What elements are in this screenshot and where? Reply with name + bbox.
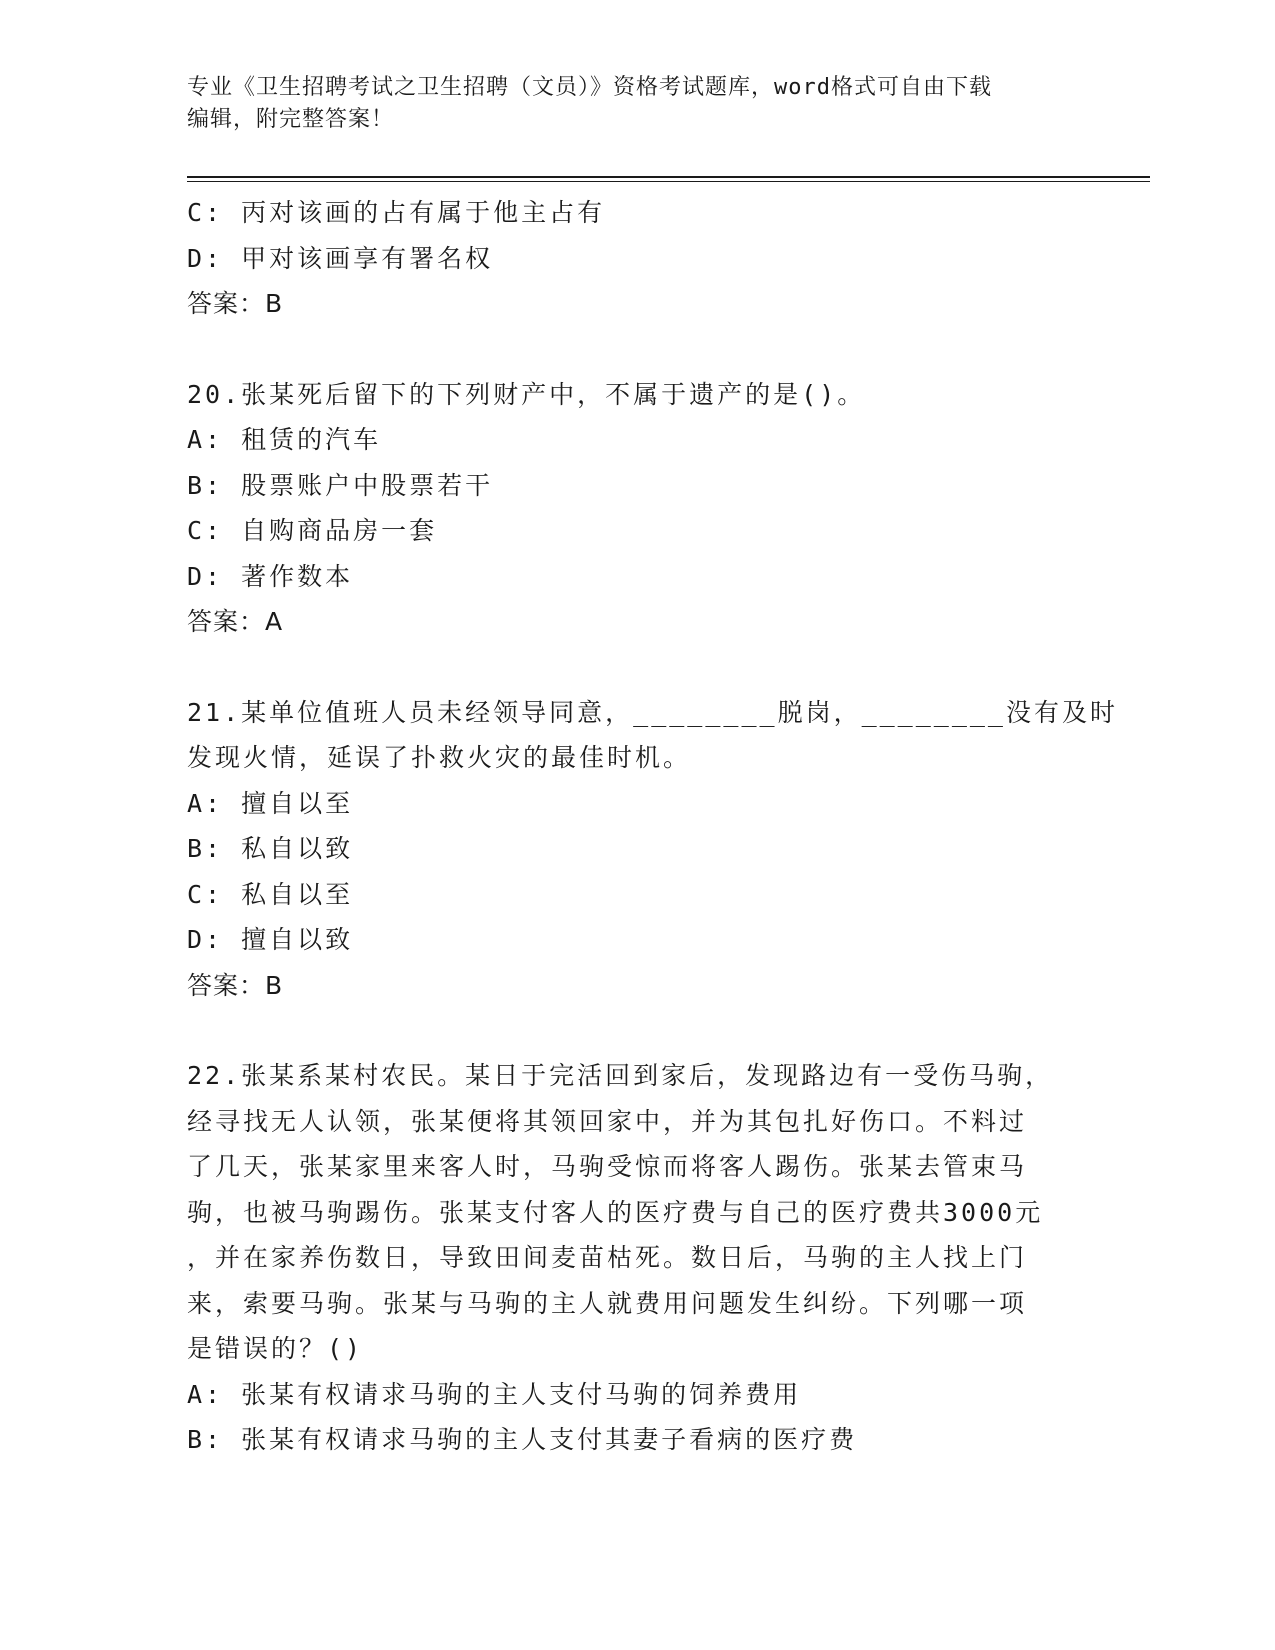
header-divider-thin bbox=[187, 181, 1150, 182]
question-stem-line: 经寻找无人认领，张某便将其领回家中，并为其包扎好伤口。不料过 bbox=[187, 1106, 1028, 1136]
option-c: C: 自购商品房一套 bbox=[187, 516, 438, 545]
option-d: D: 著作数本 bbox=[187, 561, 354, 591]
answer: 答案：B bbox=[187, 970, 284, 1000]
question-stem-line: 22.张某系某村农民。某日于完活回到家后，发现路边有一受伤马驹， bbox=[187, 1061, 1054, 1090]
question-stem-line: 来，索要马驹。张某与马驹的主人就费用问题发生纠纷。下列哪一项 bbox=[187, 1288, 1028, 1318]
option-a: A: 租赁的汽车 bbox=[187, 425, 382, 454]
header-line-2: 编辑，附完整答案！ bbox=[187, 107, 395, 132]
option-b: B: 张某有权请求马驹的主人支付其妻子看病的医疗费 bbox=[187, 1425, 858, 1454]
question-stem-line: 是错误的？() bbox=[187, 1334, 364, 1363]
option-b: B: 股票账户中股票若干 bbox=[187, 470, 494, 500]
block-spacer bbox=[187, 1008, 1087, 1053]
question-block-22 bbox=[187, 1053, 1087, 1463]
question-stem-line: 21.某单位值班人员未经领导同意，________脱岗，________没有及时 bbox=[187, 697, 1118, 727]
question-stem-line: 发现火情，延误了扑救火灾的最佳时机。 bbox=[187, 743, 692, 772]
question-list bbox=[187, 190, 1118, 1463]
header-line-1: 专业《卫生招聘考试之卫生招聘（文员）》资格考试题库，word格式可自由下载 bbox=[187, 75, 992, 100]
option-a: A: 擅自以至 bbox=[187, 788, 354, 818]
question-stem-line: ，并在家养伤数日，导致田间麦苗枯死。数日后，马驹的主人找上门 bbox=[187, 1243, 1028, 1272]
block-spacer bbox=[187, 645, 1087, 690]
block-spacer bbox=[187, 327, 1087, 372]
option-b: B: 私自以致 bbox=[187, 834, 354, 863]
answer: 答案：A bbox=[187, 607, 284, 636]
document-header bbox=[187, 72, 1087, 136]
option-c: C: 私自以至 bbox=[187, 879, 354, 909]
question-stem-line: 驹，也被马驹踢伤。张某支付客人的医疗费与自己的医疗费共3000元 bbox=[187, 1197, 1044, 1227]
question-stem-line: 了几天，张某家里来客人时，马驹受惊而将客人踢伤。张某去管束马 bbox=[187, 1152, 1028, 1181]
question-block-19 bbox=[187, 190, 1087, 327]
option-d: D: 甲对该画享有署名权 bbox=[187, 243, 494, 273]
question-block-20 bbox=[187, 372, 1087, 645]
header-divider-thick bbox=[187, 176, 1150, 178]
option-a: A: 张某有权请求马驹的主人支付马驹的饲养费用 bbox=[187, 1379, 802, 1409]
option-d: D: 擅自以致 bbox=[187, 925, 354, 954]
question-stem: 20.张某死后留下的下列财产中，不属于遗产的是()。 bbox=[187, 379, 866, 409]
question-block-21 bbox=[187, 690, 1118, 1009]
answer: 答案：B bbox=[187, 289, 284, 318]
option-c: C: 丙对该画的占有属于他主占有 bbox=[187, 198, 606, 227]
